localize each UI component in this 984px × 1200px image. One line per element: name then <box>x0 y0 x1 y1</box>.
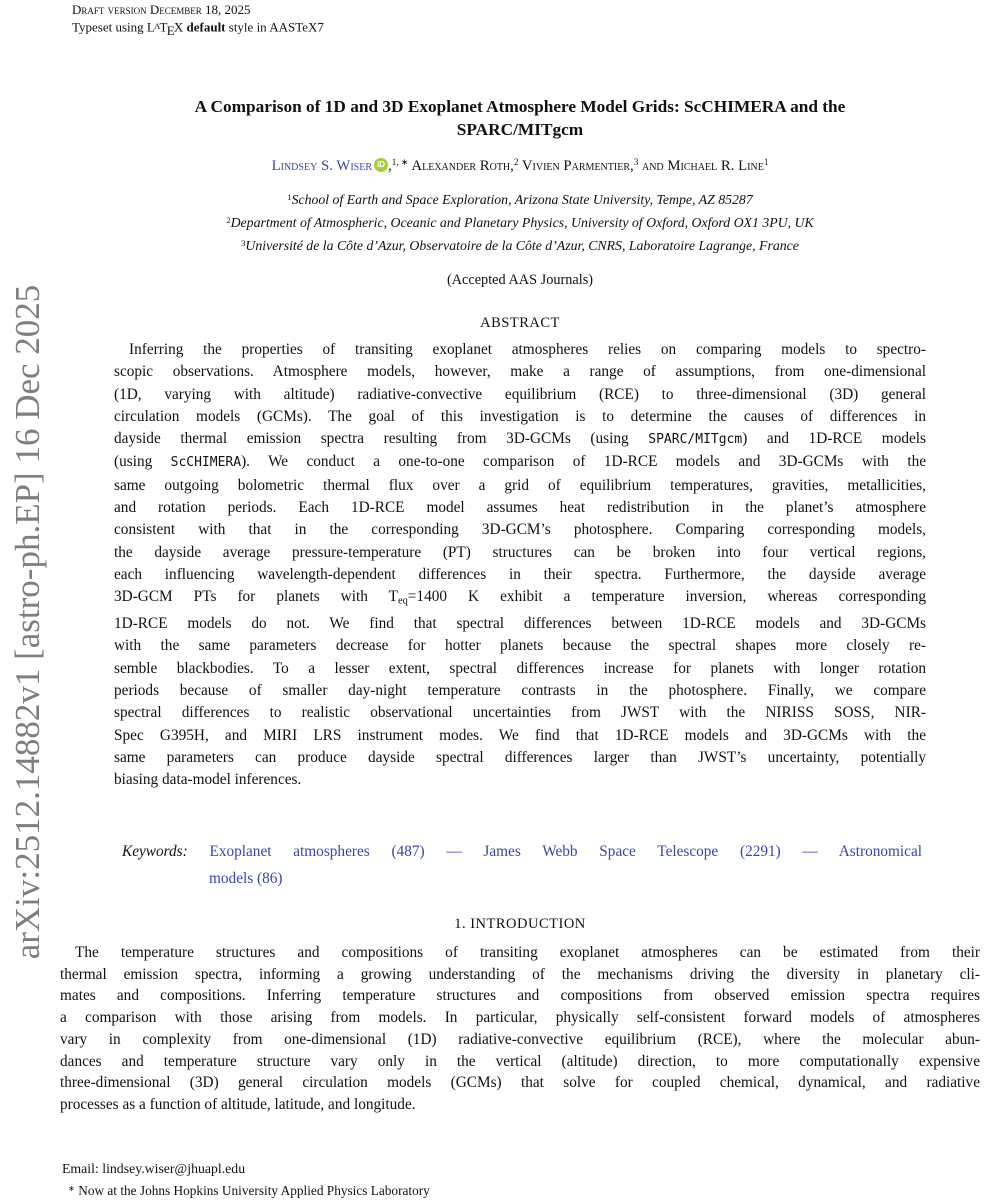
text-line: dayside thermal emission spectra resulting from 3D-GCMs (using SPARC/MITgcm) and 1D-RCE models <box>114 430 926 448</box>
seg-sup: 1 <box>763 157 769 168</box>
text-line: same parameters can produce dayside spectral differences larger than JWST’s uncertainty, potentially <box>114 748 926 766</box>
text-line: (1D, varying with altitude) radiative-convective equilibrium (RCE) to three-dimensional (3D) general <box>114 385 926 403</box>
text-line: with the same parameters decrease for hotter planets because the spectral shapes more closely re- <box>114 637 926 655</box>
seg-link[interactable]: models (86) <box>209 870 283 887</box>
seg-b: default <box>186 19 226 35</box>
text-line: A Comparison of 1D and 3D Exoplanet Atmosphere Model Grids: ScCHIMERA and the <box>194 97 846 116</box>
text-line: vary in complexity from one-dimensional (1D) radiative-convective equilibrium (RCE), where the molecular abun- <box>60 1030 980 1048</box>
seg-link[interactable]: James Webb Space Telescope (2291) <box>483 843 781 860</box>
text-line: SPARC/MITgcm <box>456 120 584 139</box>
seg-lxe: E <box>166 22 175 38</box>
text-line: each influencing wavelength-dependent differences in their spectra. Furthermore, the dayside average <box>114 565 926 583</box>
text-line: thermal emission spectra, informing a growing understanding of the mechanisms driving the diversity in planetary cli- <box>60 965 980 983</box>
seg-sup: 1, ∗ <box>391 157 409 168</box>
authors-line: Lindsey S. Wiser iD ,$^{1, ∗}$ Alexander Roth,$^2$ Vivien Parmentier,$^3$ and Michael R. Line$^1$ <box>60 158 980 175</box>
seg-alink[interactable]: Lindsey S. Wiser <box>271 158 372 174</box>
text-line: and rotation periods. Each 1D-RCE model assumes heat redistribution in the planet’s atmosphere <box>114 499 926 517</box>
text-line: periods because of smaller day-night temperature contrasts in the photosphere. Finally, we compare <box>114 682 926 700</box>
seg-sup: 2 <box>226 214 231 225</box>
abstract-text <box>114 339 926 792</box>
text-line: The temperature structures and compositions of transiting exoplanet atmospheres can be estimated from their <box>75 944 980 961</box>
section-heading: 1. INTRODUCTION <box>454 916 586 932</box>
seg-link[interactable]: Exoplanet atmospheres (487) <box>209 843 425 860</box>
text-line: a comparison with those arising from models. In particular, physically self-consistent forward models of atmospheres <box>60 1009 980 1027</box>
text-line: spectral differences to realistic observational uncertainties from JWST with the NIRISS SOSS, NIR- <box>114 704 926 722</box>
text-line: dances and temperature structure vary only in the vertical (altitude) direction, to more computationally expensive <box>60 1052 980 1070</box>
seg-mono: ScCHIMERA <box>170 455 242 471</box>
text-line: processes as a function of altitude, latitude, and longitude. <box>60 1095 416 1113</box>
seg-mono: SPARC/MITgcm <box>648 432 743 448</box>
text-line: mates and compositions. Inferring temperature structures and compositions from observed emission spectra requires <box>60 987 980 1005</box>
paper-title <box>60 95 980 141</box>
text-line: Spec G395H, and MIRI LRS instrument modes. We find that 1D-RCE models and 3D-GCMs with the <box>114 726 926 744</box>
text-line: same outgoing bolometric thermal flux over a grid of equilibrium temperatures, gravities, metallicities, <box>114 476 926 494</box>
seg-sup: 3 <box>633 157 639 168</box>
seg-email[interactable]: lindsey.wiser@jhuapl.edu <box>102 1161 246 1176</box>
draft-header <box>72 1 324 39</box>
seg-sup: 2 <box>513 157 519 168</box>
draft-version-line: Draft version December 18, 2025 <box>72 2 251 17</box>
text-line: Inferring the properties of transiting exoplanet atmospheres relies on comparing models to spectro- <box>129 341 926 358</box>
text-line: biasing data-model inferences. <box>114 771 302 789</box>
text-line: the dayside average pressure-temperature (PT) structures can be broken into four vertical regions, <box>114 543 926 561</box>
arxiv-watermark: arXiv:2512.14882v1 [astro-ph.EP] 16 Dec 2025 <box>8 284 47 960</box>
footnote-line: ∗ Now at the Johns Hopkins University Applied Physics Laboratory <box>68 1183 430 1198</box>
intro-text <box>60 942 980 1116</box>
text-line: three-dimensional (3D) general circulation models (GCMs) that solve for coupled chemical, dynamical, and radiative <box>60 1074 980 1092</box>
text-line: 3D-GCM PTs for planets with Teq=1400 K exhibit a temperature inversion, whereas corresponding <box>114 588 926 607</box>
keywords-block <box>122 838 922 892</box>
text-line: 1D-RCE models do not. We find that spectral differences between 1D-RCE models and 3D-GCMs <box>114 615 926 633</box>
seg-lxa: A <box>153 21 161 31</box>
text-line: $^3$Université de la Côte d’Azur, Observatoire de la Côte d’Azur, CNRS, Laboratoire Lagrange, France <box>241 237 799 253</box>
seg-sub: eq <box>397 595 408 607</box>
seg-sup: 3 <box>241 237 246 248</box>
text-line: $^1$School of Earth and Space Exploration, Arizona State University, Tempe, AZ 85287 <box>287 191 753 207</box>
seg-link[interactable]: Astronomical <box>838 843 922 860</box>
text-line: $^2$Department of Atmospheric, Oceanic and Planetary Physics, University of Oxford, Oxford OX1 3PU, UK <box>226 214 814 230</box>
seg-linksep: — <box>780 843 839 860</box>
seg-i: Keywords: <box>122 843 188 860</box>
abstract-heading: ABSTRACT <box>480 315 560 331</box>
seg-linksep: — <box>424 843 484 860</box>
text-line: semble blackbodies. To a lesser extent, spectral differences increase for planets with longer rotation <box>114 659 926 677</box>
text-line: circulation models (GCMs). The goal of this investigation is to determine the causes of differences in <box>114 407 926 425</box>
text-line: consistent with that in the corresponding 3D-GCM’s photosphere. Comparing corresponding models, <box>114 521 926 539</box>
text-line: scopic observations. Atmosphere models, however, make a range of assumptions, from one-dimensional <box>114 363 926 381</box>
orcid-icon[interactable] <box>374 158 388 172</box>
typeset-line: Typeset using LATEX default style in AASTeX7 <box>72 19 324 38</box>
seg-sup: ∗ <box>68 1183 75 1193</box>
email-line: Email: lindsey.wiser@jhuapl.edu <box>62 1161 246 1176</box>
seg-sup: 1 <box>287 191 292 202</box>
text-line: (using ScCHIMERA). We conduct a one-to-one comparison of 1D-RCE models and 3D-GCMs with the <box>114 453 927 471</box>
text-line <box>122 865 922 892</box>
text-line <box>122 838 922 865</box>
affiliations <box>60 189 980 258</box>
accepted-line: (Accepted AAS Journals) <box>446 272 594 288</box>
